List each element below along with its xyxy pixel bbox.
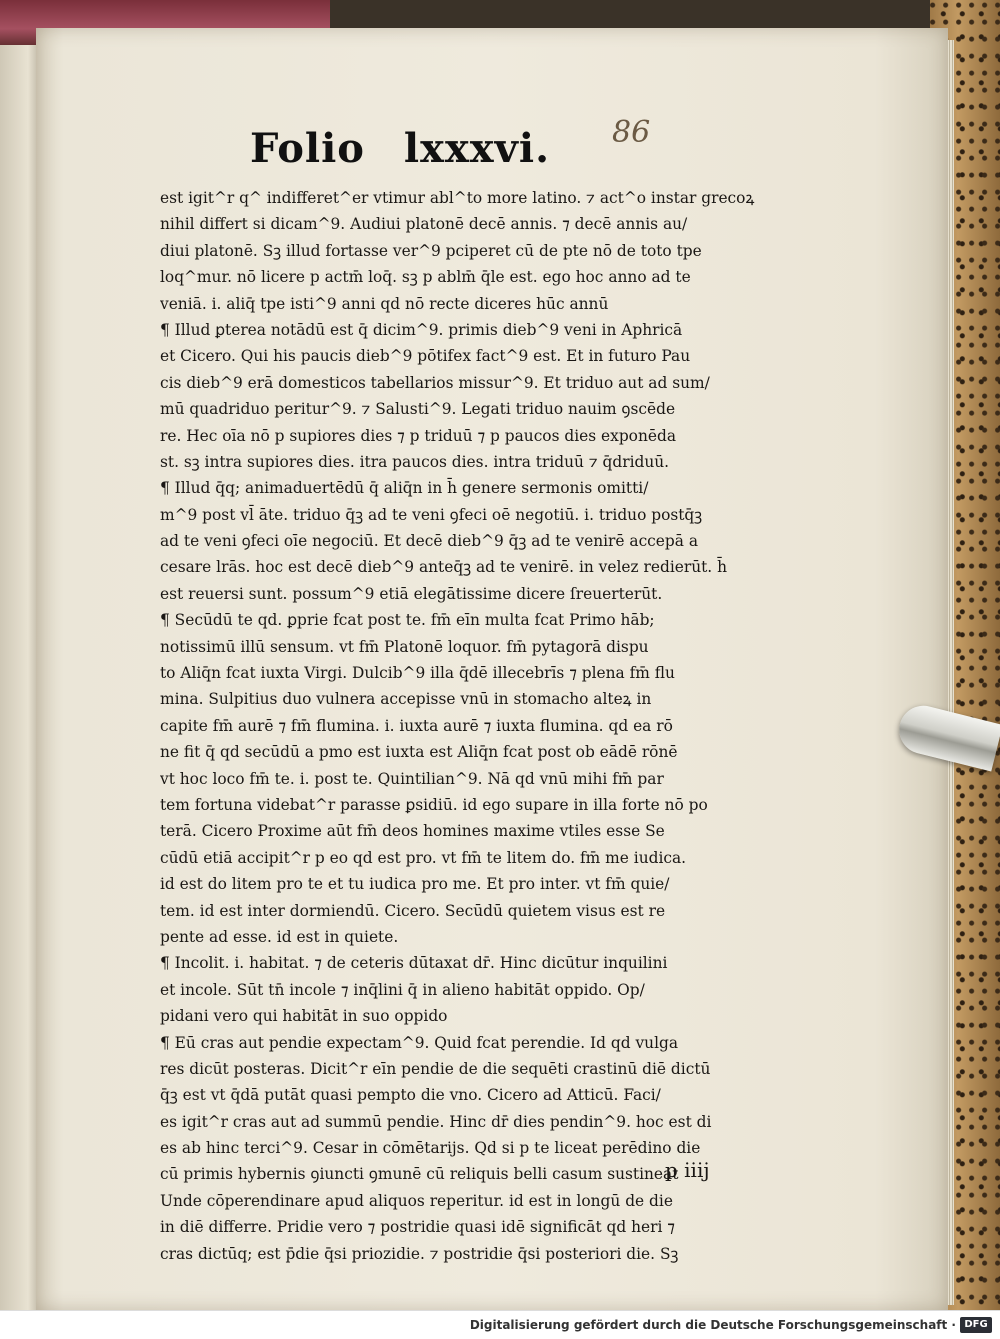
text-line: ¶ Illud ꝑterea notādū est q̄ dicim^9. primis dieb^9 veni in Aphricā (160, 320, 683, 339)
text-line: cesare lrās. hoc est decē dieb^9 anteq̄ꝫ ad te venirē. in velez redierūt. h̄ (160, 558, 728, 577)
text-block (160, 185, 760, 1267)
text-line: ¶ Secūdū te qd. ꝑprie fcat post te. fm̄ eīn multa fcat Primo hāb; (160, 611, 655, 630)
text-line: pidani vero qui habitāt in suo oppido (160, 1007, 448, 1026)
text-line: res dicūt posteras. Dicit^r eīn pendie de die sequēti crastinū diē dictū (160, 1059, 711, 1078)
text-line: es igit^r cras aut ad summū pendie. Hinc dr̄ dies pendin^9. hoc est di (160, 1112, 712, 1131)
text-line: loq^mur. nō licere p actm̄ loq̄. sꝫ p ablm̄ q̄le est. ego hoc anno ad te (160, 268, 691, 287)
text-line: in diē differre. Pridie vero ⁊ postridie quasi idē significāt qd heri ⁊ (160, 1218, 675, 1237)
text-line: tem fortuna videbat^r parasse ꝑsidiū. id ego supare in illa forte nō po (160, 795, 708, 814)
left-page-edge (0, 45, 40, 1310)
text-line: est reuersi sunt. possum^9 etiā elegātissime dicere ſreuerterūt. (160, 584, 663, 603)
folio-number: lxxxvi. (403, 125, 551, 172)
footer-credit: Digitalisierung gefördert durch die Deutsche Forschungsgemeinschaft · (469, 1318, 956, 1332)
text-line: to Aliq̄n fcat iuxta Virgi. Dulcib^9 illa q̄dē illecebrīs ⁊ plena fm̄ flu (160, 664, 675, 683)
text-line: cū primis hybernis ꝯiuncti ꝯmunē cū reliquis belli casum sustineat (160, 1165, 679, 1184)
handwritten-folio-number: 86 (612, 115, 651, 150)
text-line: cras dictūq; est p̄die q̄si priozidie. ⁊ postridie q̄si posteriori die. Sꝫ (160, 1244, 679, 1263)
text-line: ¶ Incolit. i. habitat. ⁊ de ceteris dūtaxat dr̄. Hinc dicūtur inquilini (160, 954, 668, 973)
footer-bar (0, 1310, 1000, 1339)
text-line: ne fit q̄ qd secūdū a pmo est iuxta est Aliq̄n fcat post ob eādē rōnē (160, 743, 678, 762)
text-line: notissimū illū sensum. vt fm̄ Platonē loquor. fm̄ pytagorā dispu (160, 637, 649, 656)
text-line: mina. Sulpitius duo vulnera accepisse vnū in stomacho alteꝝ in (160, 690, 652, 709)
signature-mark: p iiij (665, 1158, 710, 1182)
text-line: mū quadriduo peritur^9. ⁊ Salusti^9. Legati triduo nauim ꝯscēde (160, 400, 676, 419)
text-line: es ab hinc terci^9. Cesar in cōmētarijs. Qd si p te liceat perēdino die (160, 1139, 701, 1158)
text-line: diui platonē. Sꝫ illud fortasse ver^9 pciperet cū de pte nō de toto tpe (160, 241, 702, 260)
text-line: vt hoc loco fm̄ te. i. post te. Quintilian^9. Nā qd vnū mihi fm̄ par (160, 769, 664, 788)
text-line: re. Hec oīa nō p supiores dies ⁊ p triduū ⁊ p paucos dies exponēda (160, 426, 676, 445)
text-line: cūdū etiā accipit^r p eo qd est pro. vt fm̄ te litem do. fm̄ me iudica. (160, 848, 687, 867)
text-line: st. sꝫ intra supiores dies. itra paucos dies. intra triduū ⁊ q̄driduū. (160, 452, 670, 471)
text-line: ¶ Illud q̄q; animaduertēdū q̄ aliq̄n in h̄ genere sermonis omitti/ (160, 479, 649, 498)
text-line: nihil differt si dicam^9. Audiui platonē decē annis. ⁊ decē annis au/ (160, 215, 688, 234)
text-line: est igit^r q^ indifferet^er vtimur abl^to more latino. ⁊ act^o instar grecoꝝ (160, 189, 755, 207)
text-line: q̄ꝫ est vt q̄dā putāt quasi pempto die vno. Cicero ad Atticū. Faci/ (160, 1086, 661, 1105)
text-line: pente ad esse. id est in quiete. (160, 927, 399, 946)
text-line: ¶ Eū cras aut pendie expectam^9. Quid fcat perendie. Id qd vulga (160, 1033, 679, 1052)
text-line: Unde cōperendinare apud aliquos reperitur. id est in longū de die (160, 1191, 673, 1210)
text-line: cis dieb^9 erā domesticos tabellarios missur^9. Et triduo aut ad sum/ (160, 373, 710, 392)
text-line: veniā. i. aliq̄ tpe isti^9 anni qd nō recte diceres hūc annū (160, 294, 609, 313)
folio-word: Folio (250, 125, 365, 172)
text-line: ad te veni ꝯfeci oīe negociū. Et decē dieb^9 q̄ꝫ ad te venirē accepā a (160, 532, 699, 551)
text-line: m^9 post vl̄ āte. triduo q̄ꝫ ad te veni ꝯfeci oē negotiū. i. triduo postq̄ꝫ (160, 505, 703, 524)
dfg-logo: DFG (960, 1317, 992, 1333)
text-line: capite fm̄ aurē ⁊ fm̄ flumina. i. iuxta aurē ⁊ iuxta flumina. qd ea rō (160, 716, 673, 735)
text-line: tem. id est inter dormiendū. Cicero. Secūdū quietem visus est re (160, 901, 666, 920)
text-line: et incole. Sūt tn̄ incole ⁊ inq̄lini q̄ in alieno habitāt oppido. Op/ (160, 980, 645, 999)
text-line: terā. Cicero Proxime aūt fm̄ deos homines maxime vtiles esse Se (160, 822, 665, 841)
text-line: et Cicero. Qui his paucis dieb^9 pōtifex fact^9 est. Et in futuro Pau (160, 347, 691, 366)
text-line: id est do litem pro te et tu iudica pro me. Et pro inter. vt fm̄ quie/ (160, 875, 670, 894)
